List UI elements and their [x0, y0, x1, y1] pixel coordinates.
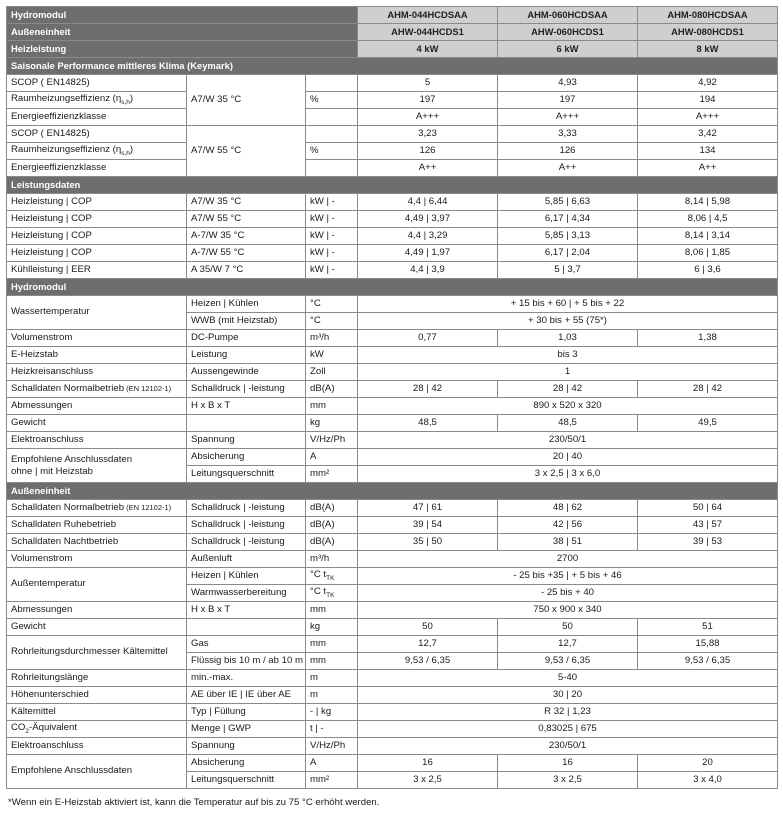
condition-cell: Schalldruck | -leistung: [187, 517, 306, 534]
row-label: Gewicht: [7, 415, 187, 432]
table-row: [7, 381, 778, 398]
model-cell: AHW-080HCDS1: [638, 24, 778, 41]
value-cell: 4,49 | 1,97: [358, 245, 498, 262]
value-cell: 48 | 62: [498, 500, 638, 517]
value-cell: 8,14 | 3,14: [638, 228, 778, 245]
value-cell: 50: [358, 619, 498, 636]
condition-cell: Typ | Füllung: [187, 704, 306, 721]
table-row: [7, 143, 778, 160]
condition-cell: Leistung: [187, 347, 306, 364]
value-cell: 1: [358, 364, 778, 381]
value-cell: 28 | 42: [498, 381, 638, 398]
table-row: [7, 160, 778, 177]
value-cell: 50: [498, 619, 638, 636]
unit-cell: - | kg: [306, 704, 358, 721]
row-label: E-Heizstab: [7, 347, 187, 364]
value-cell: 39 | 53: [638, 534, 778, 551]
unit-cell: V/Hz/Ph: [306, 738, 358, 755]
condition-cell: [187, 619, 306, 636]
row-label: Rohrleitungsdurchmesser Kältemittel: [7, 636, 187, 670]
value-cell: bis 3: [358, 347, 778, 364]
section-aussen: [7, 483, 778, 500]
table-row: [7, 517, 778, 534]
unit-cell: [306, 160, 358, 177]
table-row: [7, 415, 778, 432]
value-cell: + 30 bis + 55 (75*): [358, 313, 778, 330]
condition-cell: DC-Pumpe: [187, 330, 306, 347]
table-row: [7, 126, 778, 143]
section-hydromodul: [7, 279, 778, 296]
condition-cell: Spannung: [187, 738, 306, 755]
table-row: [7, 211, 778, 228]
model-cell: AHW-044HCDS1: [358, 24, 498, 41]
table-row: [7, 721, 778, 738]
section-title: Hydromodul: [7, 279, 778, 296]
header-label: Hydromodul: [7, 7, 358, 24]
unit-cell: %: [306, 143, 358, 160]
section-title: Saisonale Performance mittleres Klima (Keymark): [7, 58, 778, 75]
section-title: Außeneinheit: [7, 483, 778, 500]
table-row: [7, 194, 778, 211]
unit-cell: A: [306, 449, 358, 466]
value-cell: A+++: [358, 109, 498, 126]
table-row: [7, 75, 778, 92]
value-cell: 0,77: [358, 330, 498, 347]
table-row: [7, 432, 778, 449]
value-cell: 6,17 | 4,34: [498, 211, 638, 228]
unit-cell: dB(A): [306, 381, 358, 398]
value-cell: 197: [358, 92, 498, 109]
row-label: Heizleistung | COP: [7, 228, 187, 245]
row-label: Höhenunterschied: [7, 687, 187, 704]
condition-cell: Absicherung: [187, 755, 306, 772]
unit-cell: m³/h: [306, 330, 358, 347]
table-row: [7, 568, 778, 585]
condition-cell: Flüssig bis 10 m / ab 10 m: [187, 653, 306, 670]
value-cell: 30 | 20: [358, 687, 778, 704]
row-label: SCOP ( EN14825): [7, 126, 187, 143]
table-row: [7, 534, 778, 551]
value-cell: 0,83025 | 675: [358, 721, 778, 738]
condition-cell: A7/W 55 °C: [187, 126, 306, 177]
row-label: Elektroanschluss: [7, 738, 187, 755]
condition-cell: Gas: [187, 636, 306, 653]
value-cell: 8,06 | 1,85: [638, 245, 778, 262]
condition-cell: Heizen | Kühlen: [187, 296, 306, 313]
condition-cell: A7/W 35 °C: [187, 75, 306, 126]
value-cell: 5 | 3,7: [498, 262, 638, 279]
table-row: [7, 704, 778, 721]
value-cell: A+++: [498, 109, 638, 126]
value-cell: 9,53 / 6,35: [638, 653, 778, 670]
unit-cell: mm: [306, 398, 358, 415]
unit-cell: kW: [306, 347, 358, 364]
value-cell: 12,7: [358, 636, 498, 653]
value-cell: 28 | 42: [638, 381, 778, 398]
value-cell: 28 | 42: [358, 381, 498, 398]
value-cell: 4,93: [498, 75, 638, 92]
value-cell: 42 | 56: [498, 517, 638, 534]
condition-cell: Schalldruck | -leistung: [187, 534, 306, 551]
model-cell: AHM-080HCDSAA: [638, 7, 778, 24]
unit-cell: kW | -: [306, 262, 358, 279]
unit-cell: °C $t_{TK}$: [306, 585, 358, 602]
unit-cell: A: [306, 755, 358, 772]
value-cell: 49,5: [638, 415, 778, 432]
condition-cell: Leitungsquerschnitt: [187, 466, 306, 483]
unit-cell: m: [306, 687, 358, 704]
condition-cell: Schalldruck | -leistung: [187, 381, 306, 398]
table-row: [7, 330, 778, 347]
condition-cell: Heizen | Kühlen: [187, 568, 306, 585]
unit-cell: dB(A): [306, 500, 358, 517]
table-row: [7, 245, 778, 262]
value-cell: 8,06 | 4,5: [638, 211, 778, 228]
value-cell: 3,23: [358, 126, 498, 143]
row-label: Kühlleistung | EER: [7, 262, 187, 279]
value-cell: 3 x 2,5 | 3 x 6,0: [358, 466, 778, 483]
unit-cell: °C: [306, 296, 358, 313]
condition-cell: A7/W 35 °C: [187, 194, 306, 211]
row-label: Heizkreisanschluss: [7, 364, 187, 381]
condition-cell: Aussengewinde: [187, 364, 306, 381]
row-label: Elektroanschluss: [7, 432, 187, 449]
power-cell: 4 kW: [358, 41, 498, 58]
row-label: Kältemittel: [7, 704, 187, 721]
value-cell: 48,5: [498, 415, 638, 432]
value-cell: 47 | 61: [358, 500, 498, 517]
value-cell: 5,85 | 3,13: [498, 228, 638, 245]
table-row: [7, 228, 778, 245]
header-label: Außeneinheit: [7, 24, 358, 41]
value-cell: 38 | 51: [498, 534, 638, 551]
row-label: Wassertemperatur: [7, 296, 187, 330]
condition-cell: H x B x T: [187, 602, 306, 619]
value-cell: 2700: [358, 551, 778, 568]
condition-cell: AE über IE | IE über AE: [187, 687, 306, 704]
table-row: [7, 619, 778, 636]
table-row: [7, 602, 778, 619]
value-cell: 9,53 / 6,35: [498, 653, 638, 670]
section-scop: [7, 58, 778, 75]
section-leistungsdaten: [7, 177, 778, 194]
value-cell: - 25 bis +35 | + 5 bis + 46: [358, 568, 778, 585]
value-cell: 3 x 4,0: [638, 772, 778, 789]
row-label: Heizleistung | COP: [7, 211, 187, 228]
unit-cell: %: [306, 92, 358, 109]
table-row: [7, 551, 778, 568]
table-row: [7, 347, 778, 364]
value-cell: A++: [358, 160, 498, 177]
row-label: Empfohlene Anschlussdaten ohne | mit Heizstab: [7, 449, 187, 483]
condition-cell: A 35/W 7 °C: [187, 262, 306, 279]
row-label: Schalldaten Ruhebetrieb: [7, 517, 187, 534]
condition-cell: Absicherung: [187, 449, 306, 466]
unit-cell: °C $t_{TK}$: [306, 568, 358, 585]
value-cell: 134: [638, 143, 778, 160]
row-label: Schalldaten Nachtbetrieb: [7, 534, 187, 551]
value-cell: 6,17 | 2,04: [498, 245, 638, 262]
table-row: [7, 364, 778, 381]
value-cell: 20: [638, 755, 778, 772]
unit-cell: kg: [306, 619, 358, 636]
value-cell: 1,38: [638, 330, 778, 347]
table-row: [7, 296, 778, 313]
value-cell: 48,5: [358, 415, 498, 432]
value-cell: 197: [498, 92, 638, 109]
value-cell: A++: [498, 160, 638, 177]
model-cell: AHM-060HCDSAA: [498, 7, 638, 24]
condition-cell: Schalldruck | -leistung: [187, 500, 306, 517]
value-cell: A++: [638, 160, 778, 177]
value-cell: 20 | 40: [358, 449, 778, 466]
row-label: Abmessungen: [7, 602, 187, 619]
condition-cell: A-7/W 35 °C: [187, 228, 306, 245]
unit-cell: mm: [306, 653, 358, 670]
row-label: Energieeffizienzklasse: [7, 109, 187, 126]
value-cell: 43 | 57: [638, 517, 778, 534]
table-row: [7, 92, 778, 109]
table-row: [7, 636, 778, 653]
unit-cell: Zoll: [306, 364, 358, 381]
value-cell: 51: [638, 619, 778, 636]
model-cell: AHW-060HCDS1: [498, 24, 638, 41]
value-cell: 194: [638, 92, 778, 109]
row-label: Heizleistung | COP: [7, 194, 187, 211]
condition-cell: min.-max.: [187, 670, 306, 687]
table-row: [7, 755, 778, 772]
row-label: $CO_2$-Äquivalent: [7, 721, 187, 738]
unit-cell: m: [306, 670, 358, 687]
unit-cell: V/Hz/Ph: [306, 432, 358, 449]
row-label: Außentemperatur: [7, 568, 187, 602]
value-cell: 4,4 | 6,44: [358, 194, 498, 211]
value-cell: 35 | 50: [358, 534, 498, 551]
value-cell: 16: [498, 755, 638, 772]
value-cell: 890 x 520 x 320: [358, 398, 778, 415]
table-row: [7, 687, 778, 704]
condition-cell: Leitungsquerschnitt: [187, 772, 306, 789]
condition-cell: H x B x T: [187, 398, 306, 415]
value-cell: - 25 bis + 40: [358, 585, 778, 602]
value-cell: 230/50/1: [358, 432, 778, 449]
unit-cell: kW | -: [306, 245, 358, 262]
value-cell: 750 x 900 x 340: [358, 602, 778, 619]
row-label: SCOP ( EN14825): [7, 75, 187, 92]
value-cell: + 15 bis + 60 | + 5 bis + 22: [358, 296, 778, 313]
unit-cell: mm²: [306, 772, 358, 789]
header-label: Heizleistung: [7, 41, 358, 58]
row-label: Heizleistung | COP: [7, 245, 187, 262]
unit-cell: [306, 75, 358, 92]
value-cell: 6 | 3,6: [638, 262, 778, 279]
condition-cell: A7/W 55 °C: [187, 211, 306, 228]
condition-cell: Spannung: [187, 432, 306, 449]
header-row-aussen: [7, 24, 778, 41]
unit-cell: kW | -: [306, 194, 358, 211]
unit-cell: mm²: [306, 466, 358, 483]
header-row-hydromodul: [7, 7, 778, 24]
value-cell: 1,03: [498, 330, 638, 347]
row-label: Empfohlene Anschlussdaten: [7, 755, 187, 789]
row-label: Raumheizungseffizienz $(\eta_{s,h})$: [7, 143, 187, 160]
value-cell: R 32 | 1,23: [358, 704, 778, 721]
value-cell: 16: [358, 755, 498, 772]
condition-cell: Außenluft: [187, 551, 306, 568]
unit-cell: °C: [306, 313, 358, 330]
condition-cell: WWB (mit Heizstab): [187, 313, 306, 330]
unit-cell: dB(A): [306, 517, 358, 534]
condition-cell: A-7/W 55 °C: [187, 245, 306, 262]
value-cell: A+++: [638, 109, 778, 126]
value-cell: 230/50/1: [358, 738, 778, 755]
row-label: Abmessungen: [7, 398, 187, 415]
row-label: Schalldaten Normalbetrieb (EN 12102-1): [7, 381, 187, 398]
table-row: [7, 738, 778, 755]
unit-cell: mm: [306, 602, 358, 619]
footnote: *Wenn ein E-Heizstab aktiviert ist, kann die Temperatur auf bis zu 75 °C erhöht werden.: [8, 797, 380, 808]
unit-cell: kW | -: [306, 211, 358, 228]
value-cell: 3,33: [498, 126, 638, 143]
row-label: Schalldaten Normalbetrieb (EN 12102-1): [7, 500, 187, 517]
unit-cell: dB(A): [306, 534, 358, 551]
condition-cell: [187, 415, 306, 432]
unit-cell: [306, 126, 358, 143]
value-cell: 3 x 2,5: [358, 772, 498, 789]
header-row-heizleistung: [7, 41, 778, 58]
row-label: Raumheizungseffizienz $(\eta_{s,h})$: [7, 92, 187, 109]
value-cell: 50 | 64: [638, 500, 778, 517]
table-row: [7, 109, 778, 126]
value-cell: 12,7: [498, 636, 638, 653]
power-cell: 8 kW: [638, 41, 778, 58]
row-label: Rohrleitungslänge: [7, 670, 187, 687]
spec-table: [6, 6, 778, 789]
value-cell: 3 x 2,5: [498, 772, 638, 789]
value-cell: 126: [498, 143, 638, 160]
value-cell: 8,14 | 5,98: [638, 194, 778, 211]
unit-cell: [306, 109, 358, 126]
value-cell: 4,92: [638, 75, 778, 92]
row-label: Volumenstrom: [7, 551, 187, 568]
unit-cell: m³/h: [306, 551, 358, 568]
table-row: [7, 670, 778, 687]
unit-cell: kW | -: [306, 228, 358, 245]
value-cell: 5: [358, 75, 498, 92]
row-label: Gewicht: [7, 619, 187, 636]
row-label: Energieeffizienzklasse: [7, 160, 187, 177]
value-cell: 9,53 / 6,35: [358, 653, 498, 670]
value-cell: 4,4 | 3,29: [358, 228, 498, 245]
section-title: Leistungsdaten: [7, 177, 778, 194]
value-cell: 4,4 | 3,9: [358, 262, 498, 279]
table-row: [7, 500, 778, 517]
value-cell: 5-40: [358, 670, 778, 687]
unit-cell: kg: [306, 415, 358, 432]
value-cell: 126: [358, 143, 498, 160]
value-cell: 15,88: [638, 636, 778, 653]
table-row: [7, 262, 778, 279]
power-cell: 6 kW: [498, 41, 638, 58]
row-label: Volumenstrom: [7, 330, 187, 347]
model-cell: AHM-044HCDSAA: [358, 7, 498, 24]
table-row: [7, 449, 778, 466]
value-cell: 5,85 | 6,63: [498, 194, 638, 211]
unit-cell: mm: [306, 636, 358, 653]
condition-cell: Warmwasserbereitung: [187, 585, 306, 602]
value-cell: 4,49 | 3,97: [358, 211, 498, 228]
condition-cell: Menge | GWP: [187, 721, 306, 738]
unit-cell: t | -: [306, 721, 358, 738]
value-cell: 3,42: [638, 126, 778, 143]
value-cell: 39 | 54: [358, 517, 498, 534]
table-row: [7, 398, 778, 415]
